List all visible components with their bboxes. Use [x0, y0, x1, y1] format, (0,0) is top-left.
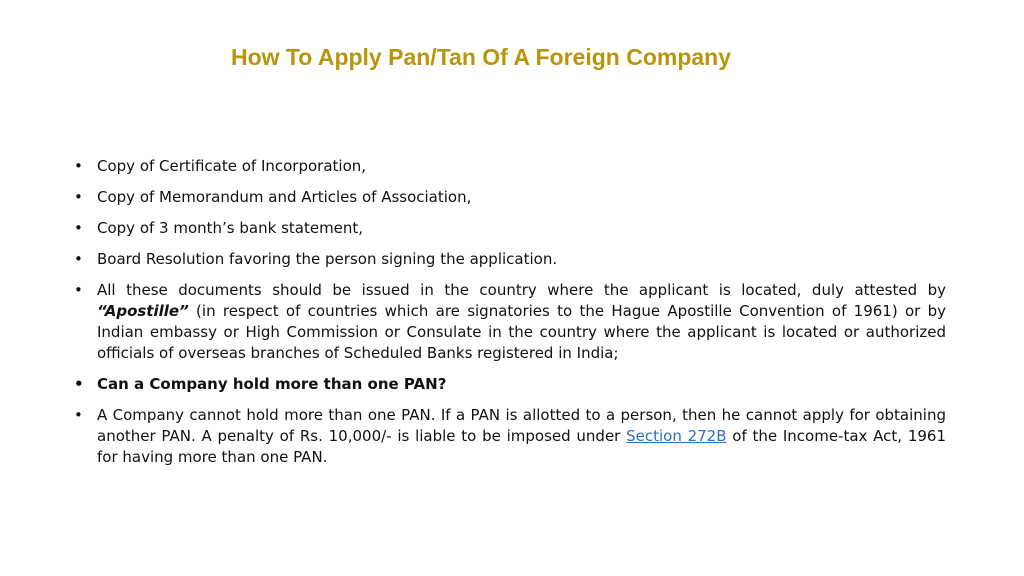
list-item-text: A Company cannot hold more than one PAN. If a PAN is allotted to a person, then he cannot apply for obtaining another PAN. A penalty of Rs. 10,000/- is liable to be imposed under	[97, 406, 946, 445]
list-item	[74, 218, 946, 239]
bullet-icon: •	[74, 375, 84, 393]
bullet-icon: •	[74, 157, 83, 175]
list-item	[74, 249, 946, 270]
bullet-icon: •	[74, 250, 83, 268]
list-item-text-continued: of the Income-tax Act, 1961 for having more than one PAN.	[97, 427, 946, 466]
page-title: How To Apply Pan/Tan Of A Foreign Company	[230, 44, 732, 70]
bullet-icon: •	[74, 281, 83, 299]
list-item-text: All these documents should be issued in the country where the applicant is located, duly attested by	[97, 281, 946, 299]
list-item	[74, 156, 946, 177]
section-272b-link[interactable]: Section 272B	[626, 427, 727, 445]
list-item	[74, 187, 946, 208]
apostille-emphasis: “Apostille”	[97, 302, 189, 320]
list-item-text: Copy of 3 month’s bank statement,	[97, 219, 364, 237]
bullet-icon: •	[74, 219, 83, 237]
list-item	[74, 405, 946, 468]
list-item-question	[74, 374, 946, 395]
list-item-text: Copy of Memorandum and Articles of Association,	[97, 188, 472, 206]
bullet-list	[74, 156, 946, 478]
question-text: Can a Company hold more than one PAN?	[97, 375, 447, 393]
bullet-icon: •	[74, 406, 83, 424]
list-item	[74, 280, 946, 364]
list-item-text: Copy of Certificate of Incorporation,	[97, 157, 367, 175]
list-item-text-continued: (in respect of countries which are signatories to the Hague Apostille Convention of 1961) or by Indian embassy or High Commission or Consulate in the country where the applicant is located or authorized officials of overseas branches of Scheduled Banks registered in India;	[97, 302, 946, 362]
bullet-icon: •	[74, 188, 83, 206]
list-item-text: Board Resolution favoring the person signing the application.	[97, 250, 558, 268]
